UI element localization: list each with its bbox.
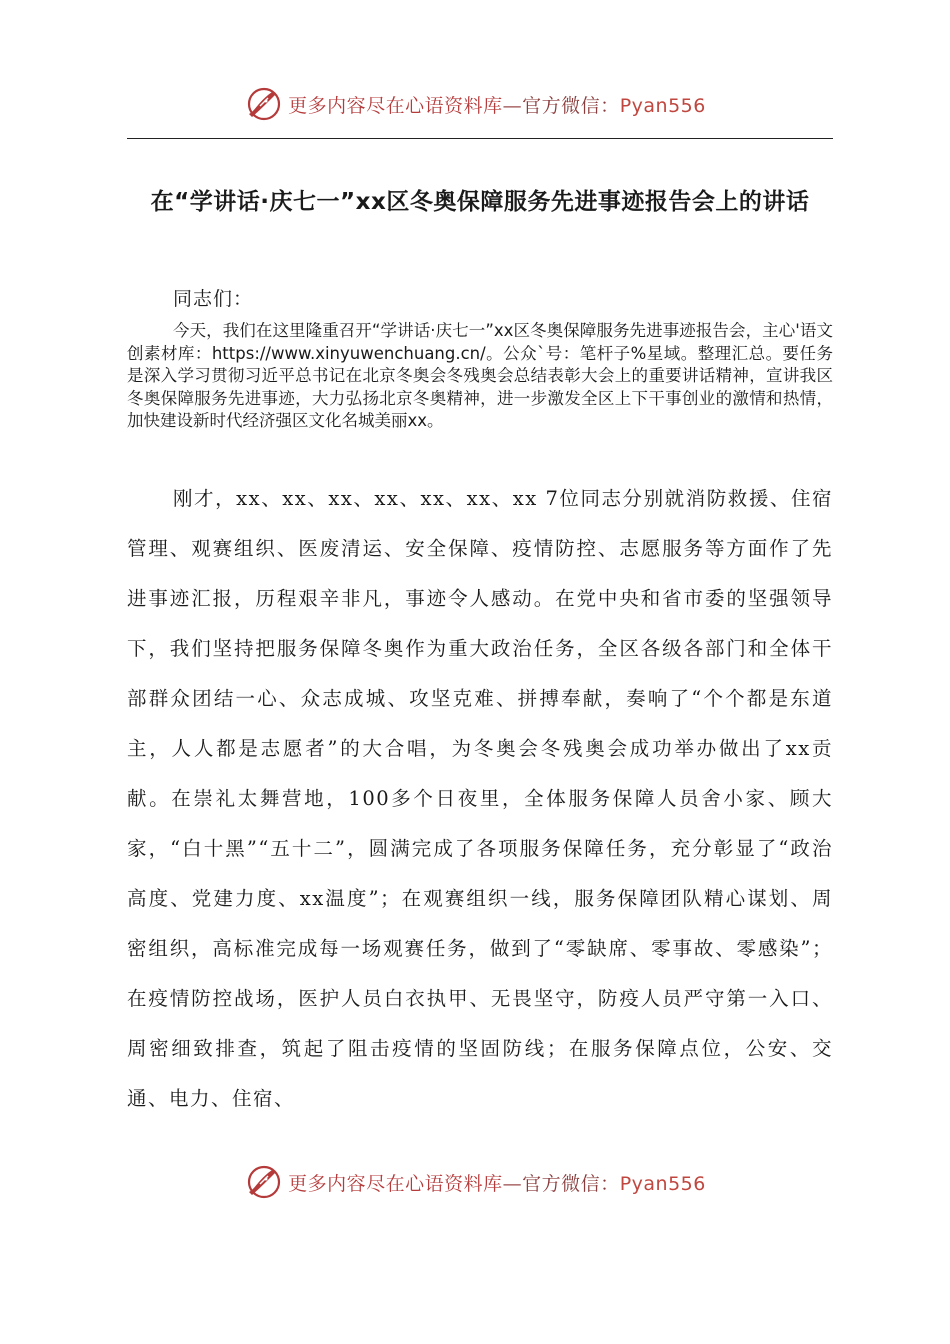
header-dash: — [502, 94, 523, 117]
intro-paragraph: 今天，我们在这里隆重召开“学讲话·庆七一”xx区冬奥保障服务先进事迹报告会，主心'语文创素材库：https://www.xinyuwenchuang.cn/。公众`号：笔杆子%星域。整理汇总。要任务是深入学习贯彻习近平总书记在北京冬奥会冬残奥会总结表彰大会上的重要讲话精神，宣讲我区冬奥保障服务先进事迹，大力弘扬北京冬奥精神，进一步激发全区上下干事创业的激情和热情，加快建设新时代经济强区文化名城美丽xx。 [127, 321, 833, 430]
header-banner-text [288, 91, 706, 118]
document-title: 在“学讲话·庆七一”xx区冬奥保障服务先进事迹报告会上的讲话 [150, 189, 810, 215]
header-wechat-label: 官方微信： [522, 94, 620, 117]
header-divider [127, 138, 833, 139]
footer-dash: — [502, 1172, 523, 1195]
footer-banner [0, 1156, 950, 1208]
footer-banner-text [288, 1169, 706, 1196]
header-library-text: 更多内容尽在心语资料库 [288, 94, 503, 117]
footer-wechat-id: Pyan556 [619, 1172, 706, 1195]
footer-library-text: 更多内容尽在心语资料库 [288, 1172, 503, 1195]
header-banner [0, 78, 950, 130]
footer-wechat-label: 官方微信： [522, 1172, 620, 1195]
pen-nib-logo-icon [244, 1162, 284, 1202]
pen-nib-logo-icon [244, 84, 284, 124]
body-paragraph: 刚才，xx、xx、xx、xx、xx、xx、xx 7位同志分别就消防救援、住宿管理、观赛组织、医废清运、安全保障、疫情防控、志愿服务等方面作了先进事迹汇报，历程艰辛非凡，事迹令人感动。在党中央和省市委的坚强领导下，我们坚持把服务保障冬奥作为重大政治任务，全区各级各部门和全体干部群众团结一心、众志成城、攻坚克难、拼搏奉献，奏响了“个个都是东道主，人人都是志愿者”的大合唱，为冬奥会冬残奥会成功举办做出了xx贡献。在崇礼太舞营地，100多个日夜里，全体服务保障人员舍小家、顾大家，“白十黑”“五十二”，圆满完成了各项服务保障任务，充分彰显了“政治高度、党建力度、xx温度”；在观赛组织一线，服务保障团队精心谋划、周密组织，高标准完成每一场观赛任务，做到了“零缺席、零事故、零感染”；在疫情防控战场，医护人员白衣执甲、无畏坚守，防疫人员严守第一入口、周密细致排查，筑起了阻击疫情的坚固防线；在服务保障点位，公安、交通、电力、住宿、 [127, 487, 833, 1110]
salutation: 同志们： [173, 288, 254, 310]
header-wechat-id: Pyan556 [619, 94, 706, 117]
